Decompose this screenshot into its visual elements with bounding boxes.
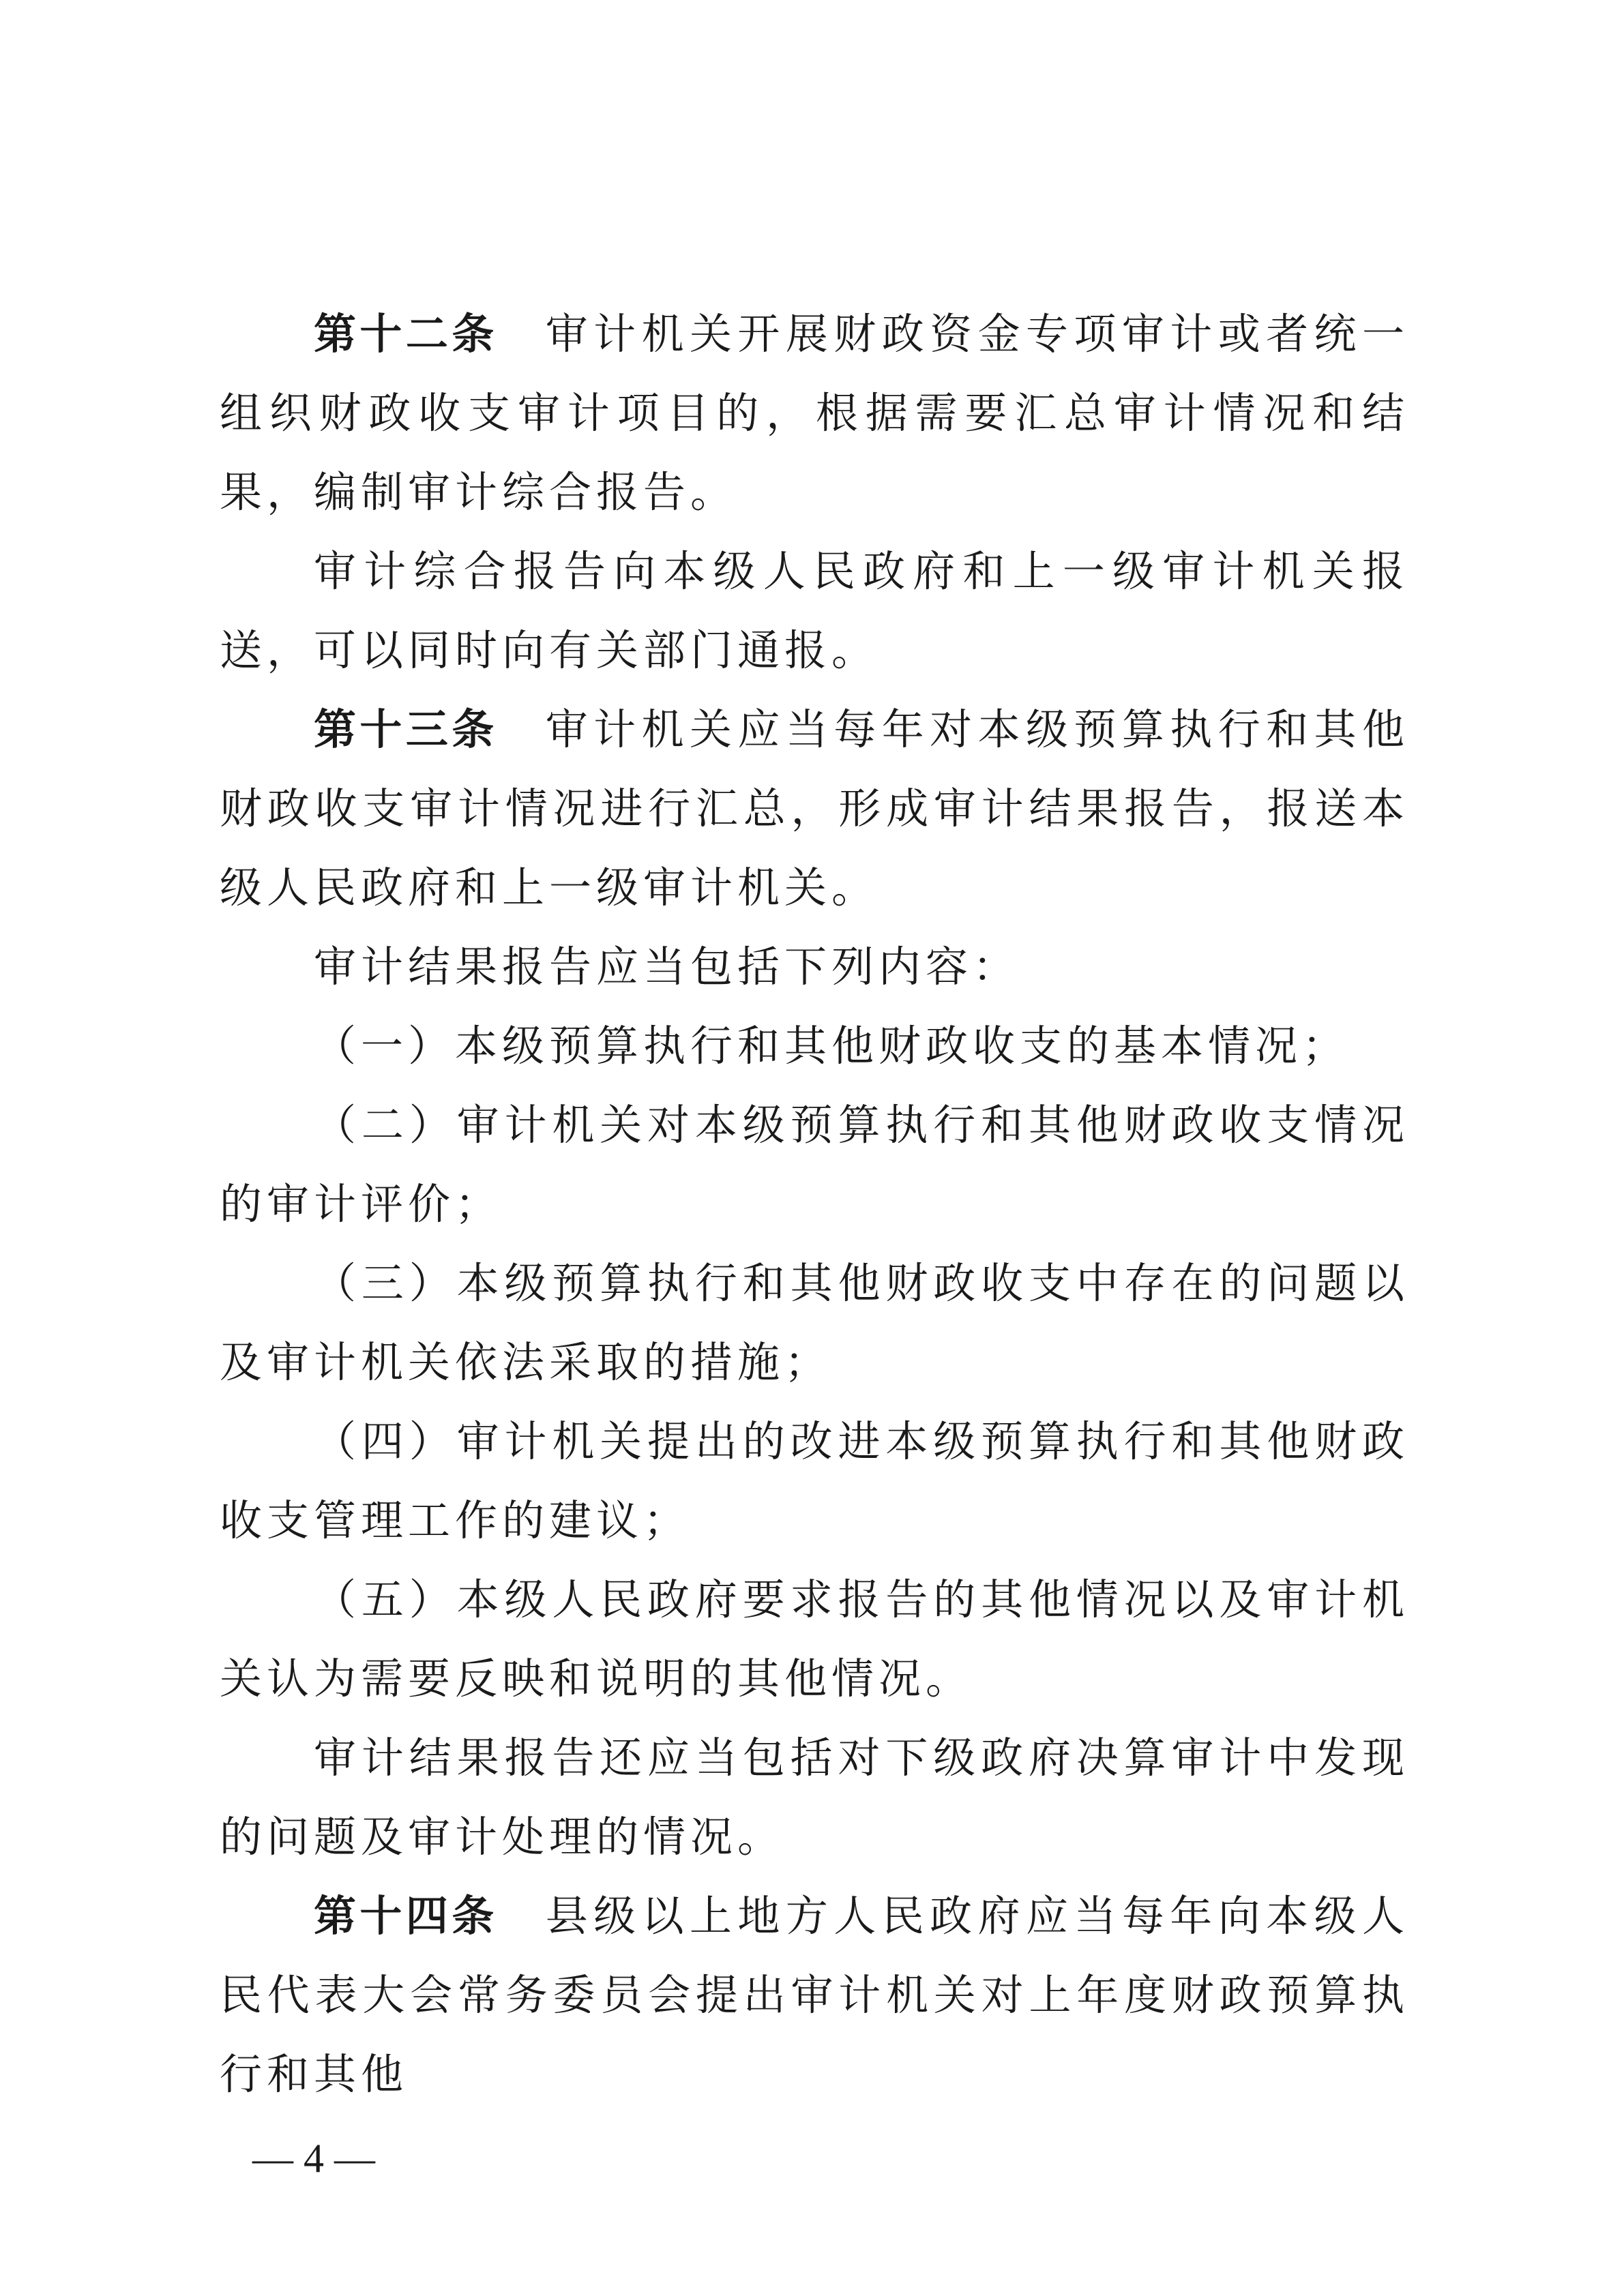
paragraph-text: 县级以上地方人民政府应当每年向本级人民代表大会常务委员会提出审计机关对上年度财政预算执行和其他 xyxy=(220,1891,1409,2099)
paragraph-article-12 xyxy=(220,295,1409,532)
list-item xyxy=(220,1560,1409,1718)
paragraph-text: 审计机关应当每年对本级预算执行和其他财政收支审计情况进行汇总，形成审计结果报告，报送本级人民政府和上一级审计机关。 xyxy=(220,704,1409,912)
paragraph xyxy=(220,927,1409,1007)
paragraph-text: 审计结果报告应当包括下列内容： xyxy=(314,942,1020,992)
paragraph-article-14 xyxy=(220,1877,1409,2114)
paragraph-article-13 xyxy=(220,690,1409,927)
document-body xyxy=(220,295,1409,2114)
list-item xyxy=(220,1244,1409,1402)
paragraph-text: （三）本级预算执行和其他财政收支中存在的问题以及审计机关依法采取的措施； xyxy=(220,1258,1409,1387)
paragraph-text: 审计结果报告还应当包括对下级政府决算审计中发现的问题及审计处理的情况。 xyxy=(220,1733,1409,1862)
paragraph xyxy=(220,532,1409,690)
list-item xyxy=(220,1402,1409,1560)
paragraph-text: （四）审计机关提出的改进本级预算执行和其他财政收支管理工作的建议； xyxy=(220,1416,1409,1545)
paragraph-text: （五）本级人民政府要求报告的其他情况以及审计机关认为需要反映和说明的其他情况。 xyxy=(220,1575,1409,1703)
paragraph-text: （一）本级预算执行和其他财政收支的基本情况； xyxy=(314,1021,1350,1071)
paragraph-text: （二）审计机关对本级预算执行和其他财政收支情况的审计评价； xyxy=(220,1100,1409,1229)
list-item xyxy=(220,1086,1409,1244)
paragraph-text: 审计综合报告向本级人民政府和上一级审计机关报送，可以同时向有关部门通报。 xyxy=(220,546,1409,675)
paragraph-text: 审计机关开展财政资金专项审计或者统一组织财政收支审计项目的，根据需要汇总审计情况和结果，编制审计综合报告。 xyxy=(220,309,1409,517)
article-heading: 第十二条 xyxy=(314,309,498,359)
paragraph xyxy=(220,1718,1409,1877)
article-heading: 第十四条 xyxy=(314,1891,498,1941)
list-item xyxy=(220,1007,1409,1086)
page-number: — 4 — xyxy=(252,2136,375,2181)
article-heading: 第十三条 xyxy=(314,704,498,754)
